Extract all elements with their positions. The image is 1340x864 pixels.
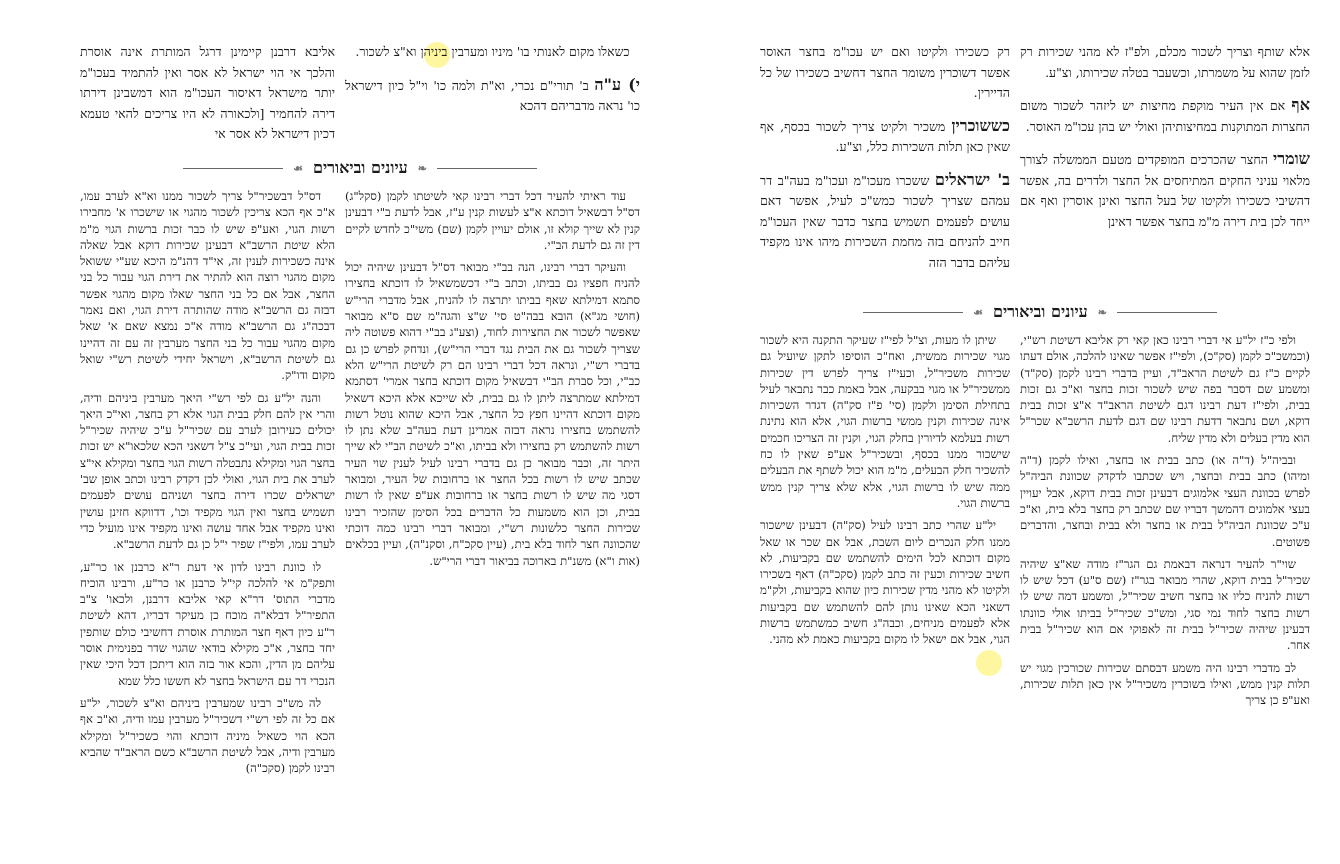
paragraph-lead: אף [1291,95,1310,114]
paragraph-text: אלא שותף וצריך לשכור מכלם, ולפ"ז לא מהני שכירות רק לזמן שהוא על משמרתו, וכשעבר בטלה שכירותו, וצ"ע. [1020,44,1310,80]
paragraph: יל"ע שהרי כתב רבינו לעיל (סק"ה) דבעינן שישכור ממנו חלק הנכרים ליום השבת, אבל אם שכר או שאל מקום דוכתא לכל הימים להשתמש שם בקביעות, לא חשיב שכירות וכעין זה כתב לקמן (סקכ"ה) דאף בשכירו ולקיטו לא מהני מדין שכירות כיון שהוא בקביעות, ולק"מ דשאני הכא שאינו נותן להם להשתמש שם בקביעות אלא לפעמים מניחים, וכבה"ג חשיב כמשתמש ברשות הגוי, אבל אם ישאל לו מקום בקביעות כאמת לא מהני. [760,518,1010,647]
paragraph-text: אם אין העיר מוקפת מחיצות יש ליזהר לשכור משום החצרות המתוקנות במחיצותיהן ואולי יש בהן עכו"מ האוסר. [1020,98,1310,134]
paragraph-lead: ב' ישראלים [934,169,1010,189]
ornament-icon: ☙ [973,305,983,319]
left-page-commentary-right-column [345,188,640,833]
paragraph-lead: כששוכרין [951,115,1010,135]
paragraph-text: רק כשכירו ולקיטו ואם יש עכו"מ בחצר האוסר אפשר דשוכרין משומר החצר דחשיב כשכירו של כל הדיירין. [760,44,1010,100]
paragraph: דס"ל דבשכיר"ל צריך לשכור ממנו וא"א לערב עמו, א"כ אף הכא צריכין לשכור מהגוי או שישכרו א' מחבירו רשות הגוי, ואע"פ שיש לו כבר זכות ברשות הגוי מ"מ הלא שיטת הרשב"א דבעינן שכירות דוקא אבל שאלה אינה כשכירות לענין זה, אי"ד דהנ"מ היכא שע"י ששואל מקום מהגוי רוצה הוא להתיר את דירת הגוי עבור כל בני החצר, אבל אם כל בני החצר שאלו מקום מהגוי אפשר דבזה גם הרשב"א מודה שהותרה דירת הגוי, ואם נאמר דבכה"ג גם הרשב"א מודה א"כ נמצא שאם א' שאל מקום מהגוי עבור כל בני החצר מערבין זה עם זה דהיינו גם לשיטת הרשב"א, וישראל יחידי לשיטת רש"י שואל מקום ודו"ק. [80,189,335,383]
right-page-top-right-column [1020,42,1310,298]
paragraph: ובביה"ל (ד"ה או) כתב בבית או בחצר, ואילו לקמן (ד"ה ומיהו) כתב בבית ובחצר, ויש שכתבו לדקדק שכוונת הביה"ל לפרש בכוונת העצי אלמוגים דבעינן זכות בבית דוקא, אבל יעויין בעצי אלמוגים דהמשך דבריו שם שכתב רק בחצר בלא בית, וא"כ ע"כ שכוונת הביה"ל בבית או בחצר ולא בבית ובחצר, והדברים פשוטים. [1020,453,1310,549]
paragraph-lead: י) ע"ה [594,74,640,94]
paragraph: שיתן לו מעות, וצ"ל לפי"ז שעיקר התקנה היא לשכור מגוי שכירות ממשית, ואח"כ הוסיפו לתקן שיועיל גם שכירות משכיר"ל, וכעי"ז צריך לפרש דין שכירות ממשכיר"ל או מגוי בבקעה, אבל באמת כבר נתבאר לעיל בתחילת הסימן ולקמן (סי' פ"ז סק"ה) דגדר השכירות אינה שכירות וקנין ממשי ברשות הגוי, אלא הוא נתינת רשות בעלמא לדיורין בחלק הגוי, וקנין זה הצריכו חכמים שישכור ממנו בכסף, ובשכיר"ל אע"פ שאין לו כח להשכיר חלק הבעלים, מ"מ הוא יכול לשתף את הבעלים ממה שיש לו ברשות הגוי, אלא שלא צריך קנין ממש ברשות הגוי. [760,333,1010,510]
left-page-section-header [80,158,640,178]
right-page-commentary-left-column [760,332,1010,834]
ornament-icon: ❧ [1097,305,1107,319]
paragraph: והנה יל"ע גם לפי רש"י היאך מערבין ביניהם ודיה, והרי אין להם חלק בבית הגוי אלא רק בחצר, ואי"כ היאך יכולים כעירובן לערב עם שכיר"ל ע"כ שיהיה שכיר"ל זכות בבית הגוי, ועי"כ צ"ל דשאני הכא שלכאו"א יש זכות בחצר הגוי ומקילא נתבטלה רשות הגוי בחצר ומקילא אי"צ לערב את בית הגוי, ואולי לכן דקדק רבינו וכתב אופן שב' ישראלים שכרו דירה בחצר ושניהם עושים לפעמים תשמיש בחצר ואין הגוי מקפיד וכו', דדווקא חזינן עושין ואינו מקפיד אבל אחד עושה ואינו מקפיד אינו מועיל כדי לערב עמו, ולפי"ז שפיר י"ל כן גם לדעת הרשב"א. [80,390,335,552]
divider [863,312,963,313]
divider [183,168,283,169]
ornament-icon: ☙ [293,161,303,175]
paragraph [760,42,1010,104]
paragraph [345,75,640,117]
left-page-top-right-column [345,42,640,152]
paragraph: והעיקר דברי רבינו, הנה בב"י מבואר דס"ל דבעינן שיהיה יכול להניח חפציו גם בביתו, וכתב ב"י דכשמשאיל לו דוכתא בחצירו סתמא דמילתא שאף בביתו יתרצה לו להניח, אבל מדברי הרי"ש (חושי מג"א) הובא בבה"ט סי' ש"צ והגה"מ שם ס"א מבואר שאפשר לשכור את החצירות לחוד, (וצע"ג בב"י דהוא פשוטה ליה שצריך לשכור גם את הבית נגד דברי הרי"ש), ונדחק לפרש כן גם בדברי רש"י, ונראה דכל דברי רבינו הם רק לשיטת הרי"ש הלא כב"י, וכל סברת הב"י דבשאיל מקום דוכתא בחצר אמרי' דסתמא דמילתא שמתרצה ליתן לו גם בבית, לא שייכא אלא היכא דשאיל מקום דוכתא דהיינו חפץ כל החצר, אבל היכא שהוא נוטל רשות להשתמש בחצירו נראה דבזה אמרינן דעת בעה"ב שלא נתן לו רשות להשתמש רק בחצירו ולא בביתו, וא"כ לשיטת הב"י לא שייך היתר זה, וכבר מבואר כן גם בדברי רבינו לעיל לענין שוי העיר שכתב שיש לו רשות בכל החצר או ברחובות של העיר, ומבואר דסגי מה שיש לו רשות בחצר או ברחובות אע"פ שאין לו רשות בבית, וכן הוא משמעות כל הדברים בכל הסימן שהזכיר רבינו שכירות החצר כלשונות רש"י, ומבואר דברי רבינו כמה דוכתי שהכוונה חצר לחוד בלא בית, (עיין סקכ"ח, וסקנ"ה), ועיין בכלאים (אות ו"א) משנ"ת בארוכה בביאור דברי הרי"ש. [345,260,640,568]
paragraph [1020,95,1310,137]
paragraph: לה מש"כ רבינו שמערבין ביניהם וא"צ לשכור, יל"ע אם כל זה לפי רש"י דשכיר"ל מערבין עמו ודיה, וא"כ אף הכא הוי כשאיל מיניה דוכתא והוי כשכיר"ל ומקילא מערבין ודיה, אבל לשיטת הרשב"א כשם הראב"ד שהביא רבינו לקמן (סקכ"ה) [80,695,335,776]
paragraph-text: אליבא דרבנן קיימינן דרגל המותרת אינה אוסרת והלכך אי הוי ישראל לא אסר ואין להתמיד בעכו"מ יותר מישראל דאיסור העכו"מ הוא דמשבינן דירתו דירה להחמיר [ולכאורה לא היו צריכים להאי טעמא דכיון דישראל לא אסר אי [80,44,335,141]
section-title: עיונים וביאורים [992,302,1088,321]
section-title: עיונים וביאורים [312,158,408,177]
paragraph [80,42,335,145]
left-page-top-left-column [80,42,335,146]
paragraph-text: כשאלו מקום לאנותי בו' מיניו ומערבין ביניהן וא"צ לשכור. [355,44,630,59]
paragraph [760,116,1010,158]
right-page-commentary-right-column [1020,332,1310,834]
paragraph [760,170,1010,274]
divider [437,168,537,169]
paragraph [345,42,640,63]
paragraph: עוד ראיתי להעיר דכל דברי רבינו קאי לשיטתו לקמן (סקל"ג) דס"ל דבשאיל דוכתא א"צ לעשות קנין ע"ז, אבל לדעת ב"י דבעינן קנין לא שייך קולא זו, אולם יעויין לקמן (שם) משי"כ לחדש לקיים דין זה גם לדעת הב"י. [345,189,640,252]
paragraph: ולפי כ"ז יל"ע אי דברי רבינו כאן קאי רק אליבא דשיטת רש"י, (וכמשכ"כ לקמן (סק"כ), ולפי"ז אפשר שאינו להלכה, אולם דעתו לקיים כ"ז גם לשיטת הראב"ד, ועיין בדברי רבינו לקמן (סק"ד) ומשמע שם דסבר בפה שיש לשכור זכות בחצר וא"כ גם זכות בבית, ולפי"ז דעת רבינו דגם לשיטת הראב"ד א"צ זכות בבית דוקא, ושם נתבאר דדעת רבינו שם דגם לדעת הרשב"א שכר"ל הוא מדין בעלים ולא מדין שליח. [1020,333,1310,445]
right-page-top-left-column [760,42,1010,298]
paragraph-lead: שומרי [1273,149,1310,168]
divider [1117,312,1217,313]
paragraph: לו כוונת רבינו לדון אי דעת ר"א כרבנן או כר"ע, ותפק"מ אי להלכה קי"ל כרבנן או כר"ע, ורבינו הוכיח מדברי התוס' דר"א קאי אליבא דרבנן, ולכאו' צ"ב התפיר"ל דבלא"ה מוכח כן מעיקר דבריו, דהא לשיטת ר"ע כיון דאף חצר המותרת אוסרת דחשיבי כולם שותפין יחד בחצר, א"כ מקילא בודאי שהגוי שדר בפנימית אוסר עליהם מן הדין, והכא אור בזה הוא דיתכן דכל היכי שאין הנכרי דר עם הישראל בחצר לא חששו כלל שמא [80,559,335,688]
paragraph-text: החצר שהכרכים המופקדים מטעם הממשלה לצורך מלאוי עניני החקים המתיחסים אל החצר ולדרים בה, אפשר דהשיבי כשכירו ולקיטו של בעל החצר ואינן אוסרין ואף אם ייחד לכן בית דירה מ"מ בחצר אפשר דאינן [1020,152,1310,229]
paragraph [1020,42,1310,83]
paragraph-text: ששכרו מעכו"מ ועכו"מ בעה"ב דר עמהם שצריך לשכור כמש"כ לעיל, אפשר דאם עושים לפעמים תשמיש בחצר כדבר שאין העכו"מ חייב להניחם בזה מחמת השכירות מיהו אינו מקפיד עליהם בדבר הזה [760,172,1010,270]
paragraph-text: משכיר ולקיט צריך לשכור בכסף, אף שאין כאן תלות השכירות כלל, וצ"ע. [760,118,1010,154]
paragraph [1020,149,1310,232]
paragraph: לב מדברי רבינו היה משמע דבסתם שכירות שכורכין מגוי יש תלות קנין ממש, ואילו בשוכרין משכיר"ל אין כאן תלות שכירות, ואע"פ כן צריך [1020,660,1310,708]
right-page-section-header [760,302,1320,322]
paragraph-text: ב' תורי"ם נכרי, וא"ת ולמה כו' וי"ל כיון דישראל כו' נראה מדבריהם דהכא [345,77,640,113]
paragraph: שוי"ר להעיר דנראה דבאמת גם הגר"ז מודה שא"צ שיהיה שכיר"ל בבית דוקא, שהרי מבואר בגר"ז (שם ס"ע) דכל שיש לו רשות להניח כליו או בחצר חשיב שכיר"ל, ומשמע דמה שיש לו רשות בחצר לחוד נמי סגי, ומש"כ שכיר"ל בביתו אולי כוונתו דבעינן שיהיה שכיר"ל בבית זה לאפוקי אם הוא שכיר"ל בבית אחר. [1020,556,1310,653]
left-page-commentary-left-column [80,188,335,833]
ornament-icon: ❧ [417,161,427,175]
